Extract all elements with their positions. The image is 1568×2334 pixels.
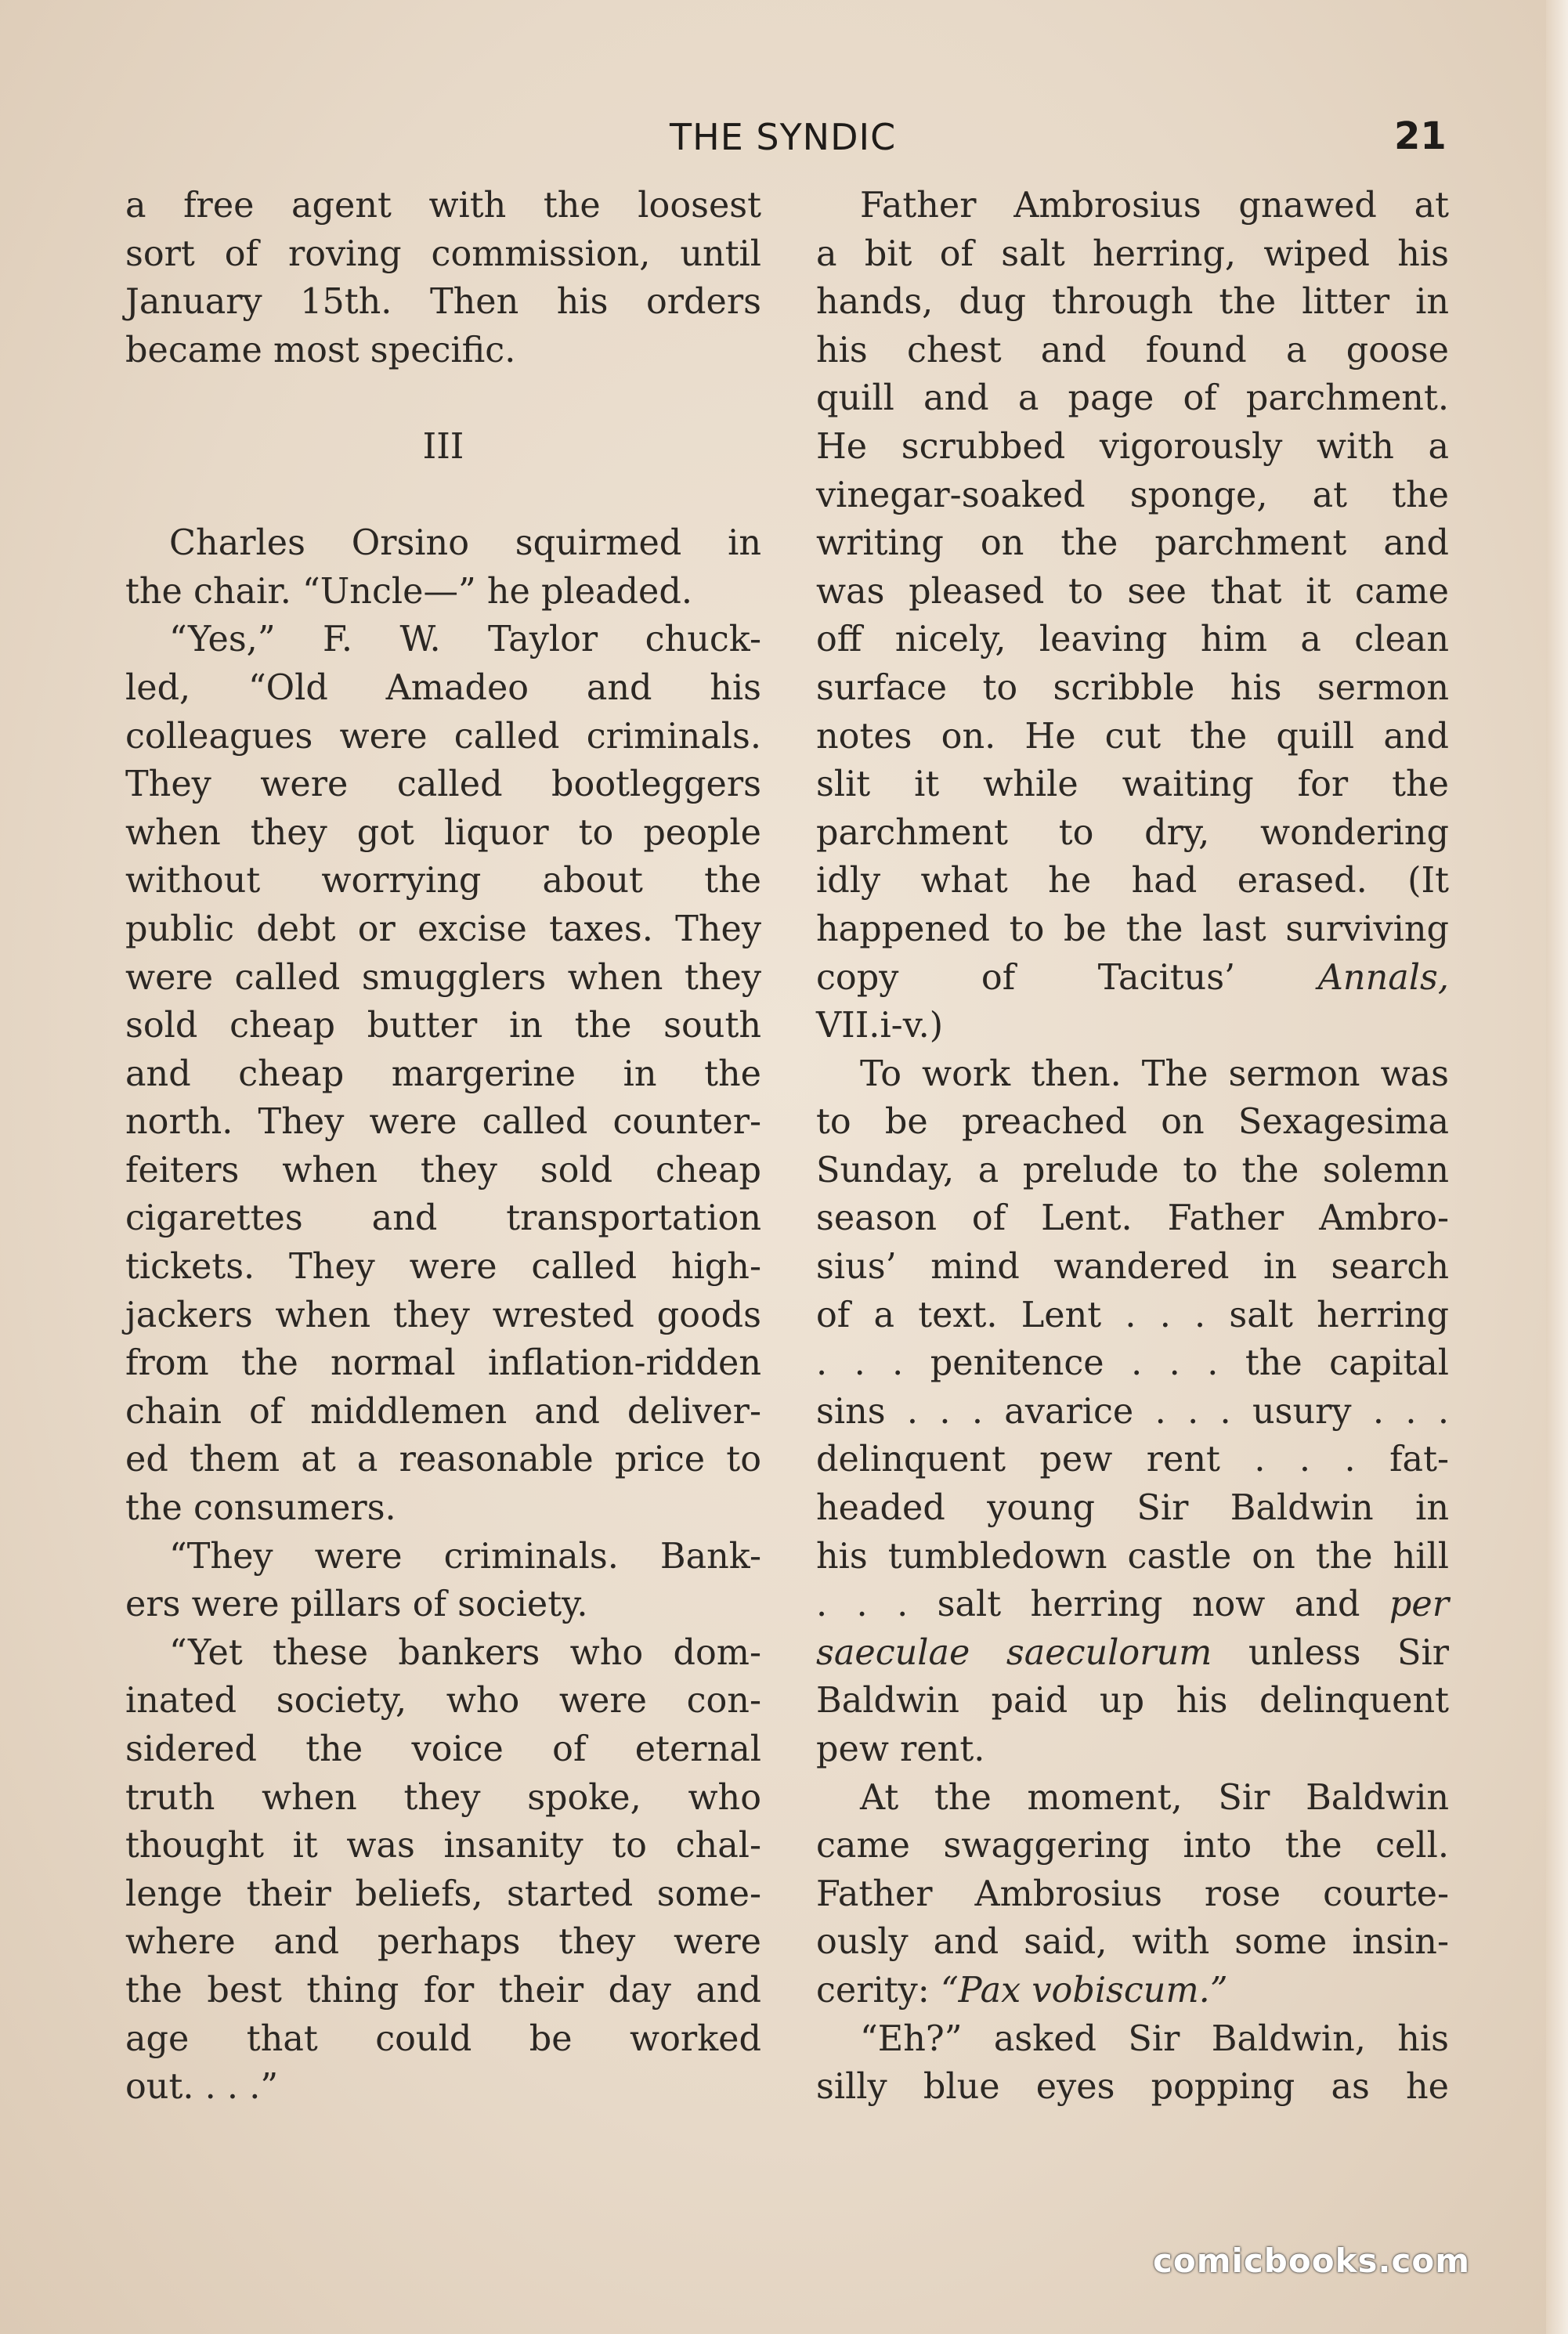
italic-phrase: per <box>1389 1584 1449 1625</box>
text-line: when they got liquor to people <box>125 812 761 853</box>
text-line: Father Ambrosius gnawed at <box>860 186 1449 226</box>
text-line: a free agent with the loosest <box>125 186 761 226</box>
text-line: sins . . . avarice . . . usury . . . <box>816 1391 1449 1432</box>
text-line: the best thing for their day and <box>125 1970 761 2011</box>
text-line: Charles Orsino squirmed in <box>169 523 761 564</box>
text-line: surface to scribble his sermon <box>816 667 1449 708</box>
text-line: the consumers. <box>125 1488 396 1529</box>
text-line: where and perhaps they were <box>125 1922 761 1963</box>
text-line: cigarettes and transportation <box>125 1198 761 1239</box>
text-run: cerity: <box>816 1970 930 2011</box>
text-line: tickets. They were called high- <box>125 1247 761 1288</box>
text-line: happened to be the last surviving <box>816 909 1449 949</box>
page-number: 21 <box>1394 114 1447 158</box>
text-line: a bit of salt herring, wiped his <box>816 233 1449 274</box>
text-line <box>816 954 1449 1003</box>
text-line: “They were criminals. Bank- <box>169 1536 761 1577</box>
text-line: to be preached on Sexagesima <box>816 1102 1449 1143</box>
text-line: VII.i-v.) <box>816 1006 944 1046</box>
italic-phrase: “Pax vobiscum.” <box>940 1970 1228 2011</box>
running-head: THE SYNDIC <box>670 116 897 158</box>
italic-phrase: saeculae saeculorum <box>816 1632 1212 1673</box>
text-line: At the moment, Sir Baldwin <box>860 1777 1449 1818</box>
text-line: To work then. The sermon was <box>860 1053 1449 1094</box>
text-line: sius’ mind wandered in search <box>816 1247 1449 1288</box>
text-line: lenge their beliefs, started some- <box>125 1873 761 1914</box>
text-line: age that could be worked <box>125 2018 761 2059</box>
text-line: from the normal inflation-ridden <box>125 1343 761 1384</box>
text-line: was pleased to see that it came <box>816 571 1449 612</box>
text-line: of a text. Lent . . . salt herring <box>816 1295 1449 1335</box>
text-line: . . . penitence . . . the capital <box>816 1343 1449 1384</box>
text-line <box>816 1581 1449 1629</box>
text-line: “Eh?” asked Sir Baldwin, his <box>860 2018 1449 2059</box>
italic-title: Annals, <box>1317 957 1449 998</box>
text-line: and cheap margerine in the <box>125 1053 761 1094</box>
text-line: Father Ambrosius rose courte- <box>816 1873 1449 1914</box>
watermark-logo: comicbooks.com <box>1153 2242 1470 2280</box>
left-column <box>125 182 761 2112</box>
text-line: They were called bootleggers <box>125 764 761 805</box>
text-line: idly what he had erased. (It <box>816 861 1449 901</box>
text-line: “Yes,” F. W. Taylor chuck- <box>169 620 761 660</box>
spacer <box>125 374 761 423</box>
text-line: silly blue eyes popping as he <box>816 2067 1449 2108</box>
text-line: delinquent pew rent . . . fat- <box>816 1440 1449 1480</box>
text-line: sidered the voice of eternal <box>125 1729 761 1769</box>
page-edge <box>1546 0 1568 2334</box>
text-line: his chest and found a goose <box>816 330 1449 370</box>
text-line: ers were pillars of society. <box>125 1584 588 1625</box>
text-line: inated society, who were con- <box>125 1681 761 1722</box>
text-line: the chair. “Uncle—” he pleaded. <box>125 571 693 612</box>
text-line: became most specific. <box>125 330 516 370</box>
right-column <box>816 182 1449 2112</box>
text-line: Baldwin paid up his delinquent <box>816 1681 1449 1722</box>
text-line: without worrying about the <box>125 861 761 901</box>
text-line: feiters when they sold cheap <box>125 1150 761 1190</box>
text-line <box>816 1629 1449 1678</box>
text-line: thought it was insanity to chal- <box>125 1826 761 1866</box>
text-line: sold cheap butter in the south <box>125 1006 761 1046</box>
text-run: copy of Tacitus’ <box>816 957 1236 998</box>
text-line: sort of roving commission, until <box>125 233 761 274</box>
text-line: pew rent. <box>816 1729 985 1769</box>
text-line: were called smugglers when they <box>125 957 761 998</box>
text-line: vinegar-soaked sponge, at the <box>816 475 1449 515</box>
text-run: . . . salt herring now and <box>816 1584 1360 1625</box>
text-line: came swaggering into the cell. <box>816 1826 1449 1866</box>
text-line: north. They were called counter- <box>125 1102 761 1143</box>
text-line: colleagues were called criminals. <box>125 716 761 757</box>
text-line: He scrubbed vigorously with a <box>816 426 1449 467</box>
text-line: jackers when they wrested goods <box>125 1295 761 1335</box>
text-line: public debt or excise taxes. They <box>125 909 761 949</box>
text-line: parchment to dry, wondering <box>816 812 1449 853</box>
text-line: headed young Sir Baldwin in <box>816 1488 1449 1529</box>
text-line: slit it while waiting for the <box>816 764 1449 805</box>
text-line: season of Lent. Father Ambro- <box>816 1198 1449 1239</box>
text-line: quill and a page of parchment. <box>816 378 1449 419</box>
text-line: off nicely, leaving him a clean <box>816 620 1449 660</box>
text-line: ed them at a reasonable price to <box>125 1440 761 1480</box>
text-line: truth when they spoke, who <box>125 1777 761 1818</box>
text-line: writing on the parchment and <box>816 523 1449 564</box>
text-line: notes on. He cut the quill and <box>816 716 1449 757</box>
section-heading: III <box>422 426 464 467</box>
text-line: January 15th. Then his orders <box>125 282 761 323</box>
text-line: out. . . .” <box>125 2067 279 2108</box>
text-line: led, “Old Amadeo and his <box>125 667 761 708</box>
text-line: hands, dug through the litter in <box>816 282 1449 323</box>
text-line: his tumbledown castle on the hill <box>816 1536 1449 1577</box>
spacer <box>125 471 761 520</box>
text-line: “Yet these bankers who dom- <box>169 1632 761 1673</box>
text-line: Sunday, a prelude to the solemn <box>816 1150 1449 1190</box>
text-line: ously and said, with some insin- <box>816 1922 1449 1963</box>
text-line: chain of middlemen and deliver- <box>125 1391 761 1432</box>
text-run: unless Sir <box>1248 1632 1449 1673</box>
text-line <box>816 1967 1449 2015</box>
